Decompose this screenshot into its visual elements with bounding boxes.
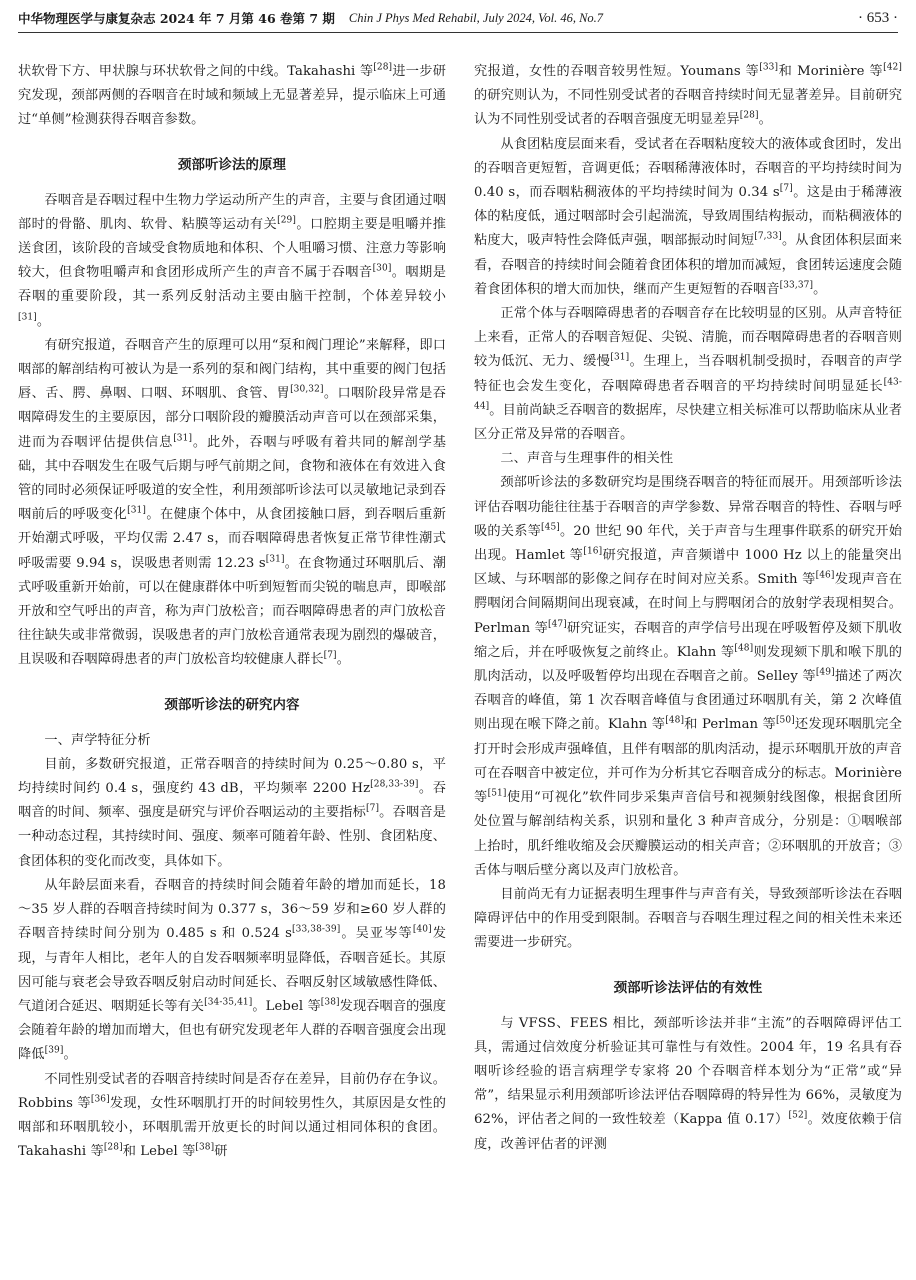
paragraph: 从食团粘度层面来看，受试者在吞咽粘度较大的液体或食团时，发出的吞咽音更短暂，音调更低；吞咽稀薄液体时，吞咽音的平均持续时间为 0.40 s，而吞咽粘稠液体的平均持续时间为 0.34 s[7]。这是由于稀薄液体的粘度低，通过咽部时会引起湍流，导致周围结构振动，而粘稠液体的粘度大，吸声特性会降低声强，咽部振动时间短[7,33]。从食团体积层面来看，吞咽音的持续时间会随着食团体积的增加而减短，食团转运速度会随着食团体积的增大而加快，继而产生更短暂的吞咽音[33,37]。	[474, 136, 902, 297]
paragraph: 有研究报道，吞咽音产生的原理可以用“泵和阀门理论”来解释，即口咽部的解剖结构可被认为是一系列的泵和阀门结构，其中重要的阀门包括唇、舌、腭、鼻咽、口咽、环咽肌、食管、胃[30,32]。口咽阶段异常是吞咽障碍发生的主要原因，部分口咽阶段的瓣膜活动声音可以在颈部采集，进而为吞咽评估提供信息[31]。此外，吞咽与呼吸有着共同的解剖学基础，其中吞咽发生在吸气后期与呼气前期之间，食物和液体在有效进入食管的同时必须保证呼吸道的安全性，利用颈部听诊法可以灵敏地记录到吞咽前后的呼吸变化[31]。在健康个体中，从食团接触口唇，到吞咽后重新开始潮式呼吸，平均仅需 2.47 s，而吞咽障碍患者恢复正常节律性潮式呼吸需要 9.94 s，误吸患者则需 12.23 s[31]。在食物通过环咽肌后、潮式呼吸重新开始前，可以在健康群体中听到短暂而尖锐的喘息声，即喉部开放和空气呼出的声音，称为声门放松音；而吞咽障碍患者的声门放松音往往缺失或非常微弱，误吸患者的声门放松音通常表现为剧烈的爆破音，且误吸和吞咽障碍患者的声门放松音均较健康人群长[7]。	[18, 337, 446, 668]
running-header	[18, 4, 898, 33]
citation-ref: [42]	[883, 62, 902, 73]
citation-ref: [40]	[412, 924, 432, 935]
journal-title-en: Chin J Phys Med Rehabil, July 2024, Vol. 46, No.7	[348, 10, 604, 25]
citation-ref: [31]	[18, 312, 37, 323]
citation-ref: [46]	[815, 570, 835, 581]
citation-ref: [30]	[372, 263, 392, 274]
citation-ref: [33,38-39]	[292, 924, 341, 935]
citation-ref: [49]	[815, 667, 835, 678]
citation-ref: [31]	[127, 505, 146, 516]
citation-ref: [7]	[779, 183, 793, 194]
citation-ref: [48]	[665, 716, 685, 727]
right-column	[474, 60, 902, 1272]
paragraph-continued: 究报道，女性的吞咽音较男性短。Youmans 等[33]和 Morinière 等[42]的研究则认为，不同性别受试者的吞咽音持续时间无显著差异。目前研究认为不同性别受试者的吞咽音强度无明显差异[28]。	[474, 62, 902, 128]
citation-ref: [31]	[265, 554, 285, 565]
paragraph: 从年龄层面来看，吞咽音的持续时间会随着年龄的增加而延长，18～35 岁人群的吞咽音持续时间为 0.377 s，36～59 岁和≥60 岁人群的吞咽音持续时间分别为 0.485 s 和 0.524 s[33,38-39]。吴亚岑等[40]发现，与青年人相比，老年人的自发吞咽频率明显降低，吞咽音延长。其原因可能与衰老会导致吞咽反射启动时间延长、吞咽反射区域敏感性降低、气道闭合延迟、咽期延长等有关[34-35,41]。Lebel 等[38]发现吞咽音的强度会随着年龄的增加而增大，但也有研究发现老年人群的吞咽音强度会出现降低[39]。	[18, 877, 446, 1063]
citation-ref: [51]	[487, 788, 507, 799]
paragraph-continued: 状软骨下方、甲状腺与环状软骨之间的中线。Takahashi 等[28]进一步研究发现，颈部两侧的吞咽音在时域和频域上无显著差异，提示临床上可通过“单侧”检测获得吞咽音参数。	[18, 62, 446, 128]
citation-ref: [7,33]	[754, 232, 782, 243]
citation-ref: [31]	[173, 433, 193, 444]
paragraph: 正常个体与吞咽障碍患者的吞咽音存在比较明显的区别。从声音特征上来看，正常人的吞咽音短促、尖锐、清脆，而吞咽障碍患者的吞咽音则较为低沉、无力、缓慢[31]。生理上，当吞咽机制受损时，吞咽音的声学特征也会发生变化，吞咽障碍患者吞咽音的平均持续时间明显延长[43-44]。目前尚缺乏吞咽音的数据库，尽快建立相关标准可以帮助临床从业者区分正常及异常的吞咽音。	[474, 306, 902, 443]
citation-ref: [48]	[734, 643, 754, 654]
citation-ref: [33,37]	[779, 280, 814, 291]
subsection-heading-physiology: 二、声音与生理事件的相关性	[500, 451, 674, 467]
citation-ref: [28]	[373, 62, 393, 73]
citation-ref: [31]	[610, 353, 630, 364]
citation-ref: [38]	[195, 1142, 215, 1153]
citation-ref: [28]	[103, 1142, 123, 1153]
left-column	[18, 60, 446, 1272]
journal-title-cn: 中华物理医学与康复杂志 2024 年 7 月第 46 卷第 7 期	[18, 11, 335, 26]
page-number: · 653 ·	[858, 9, 898, 26]
paragraph: 目前尚无有力证据表明生理事件与声音有关，导致颈部听诊法在吞咽障碍评估中的作用受到限制。吞咽音与吞咽生理过程之间的相关性未来还需要进一步研究。	[474, 886, 902, 951]
citation-ref: [7]	[323, 651, 337, 662]
citation-ref: [16]	[583, 546, 603, 557]
paragraph: 不同性别受试者的吞咽音持续时间是否存在差异，目前仍存在争议。Robbins 等[36]发现，女性环咽肌打开的时间较男性久，其原因是女性的咽部和环咽肌较小，环咽肌需开放更长的时间以通过相同体积的食团。Takahashi 等[28]和 Lebel 等[38]研	[18, 1071, 446, 1160]
paragraph: 颈部听诊法的多数研究均是围绕吞咽音的特征而展开。用颈部听诊法评估吞咽功能往往基于吞咽音的声学参数、异常吞咽音的特性、吞咽与呼吸的关系等[45]。20 世纪 90 年代，关于声音与生理事件联系的研究开始出现。Hamlet 等[16]研究报道，声音频谱中 1000 Hz 以上的能量突出区域、与环咽部的影像之间存在时间对应关系。Smith 等[46]发现声音在腭咽闭合间隔期间出现衰减，在时间上与腭咽闭合的放射学表现相契合。Perlman 等[47]研究证实，吞咽音的声学信号出现在呼吸暂停及颏下肌收缩之后，并在呼吸恢复之前终止。Klahn 等[48]则发现颏下肌和喉下肌的肌肉活动，以及呼吸暂停均出现在吞咽音之前。Selley 等[49]描述了两次吞咽音的峰值，第 1 次吞咽音峰值与食团通过环咽肌有关，第 2 次峰值则出现在喉下降之前。Klahn 等[48]和 Perlman 等[50]还发现环咽肌完全打开时会形成声强峰值，且伴有咽部的肌肉活动，提示环咽肌开放的声音可在吞咽音中被定位，并可作为分析其它吞咽音成分的标志。Morinière 等[51]使用“可视化”软件同步采集声音信号和视频射线图像，根据食团所处位置与解剖结构关系，识别和量化 3 种声音成分，分别是：①咽喉部上抬时，肌纤维收缩及会厌瓣膜运动的相关声音；②环咽肌的开放音；③舌体与咽后壁分离以及声门放松音。	[474, 475, 902, 878]
citation-ref: [52]	[788, 1110, 808, 1121]
citation-ref: [43-44]	[474, 377, 902, 412]
section-heading-principle: 颈部听诊法的原理	[178, 156, 286, 173]
citation-ref: [29]	[277, 215, 296, 226]
section-heading-validity: 颈部听诊法评估的有效性	[613, 979, 763, 996]
citation-ref: [38]	[320, 997, 340, 1008]
section-heading-research-content: 颈部听诊法的研究内容	[164, 696, 300, 713]
citation-ref: [7]	[366, 803, 380, 814]
subsection-heading-acoustic: 一、声学特征分析	[44, 732, 151, 748]
paragraph: 目前，多数研究报道，正常吞咽音的持续时间为 0.25～0.80 s，平均持续时间约 0.4 s，强度约 43 dB，平均频率 2200 Hz[28,33-39]。吞咽音的时间、频率、强度是研究与评价吞咽运动的主要指标[7]。吞咽音是一种动态过程，其持续时间、强度、频率可随着年龄、性别、食团粘度、食团体积的变化而改变，具体如下。	[18, 756, 446, 869]
citation-ref: [34-35,41]	[204, 997, 253, 1008]
citation-ref: [47]	[547, 619, 567, 630]
citation-ref: [50]	[775, 716, 795, 727]
citation-ref: [28,33-39]	[370, 779, 419, 790]
citation-ref: [33]	[759, 62, 779, 73]
citation-ref: [36]	[90, 1094, 110, 1105]
paragraph: 与 VFSS、FEES 相比，颈部听诊法并非“主流”的吞咽障碍评估工具，需通过信效度分析验证其可靠性与有效性。2004 年，19 名具有吞咽听诊经验的语言病理学专家将 20 个吞咽音样本划分为“正常”或“异常”，结果显示利用颈部听诊法评估吞咽障碍的特异性为 66%，灵敏度为 62%，评估者之间的一致性较差（Kappa 值 0.17）[52]。效度依赖于信度，改善评估者的评测	[474, 1015, 902, 1152]
paragraph: 吞咽音是吞咽过程中生物力学运动所产生的声音，主要与食团通过咽部时的骨骼、肌肉、软骨、粘膜等运动有关[29]。口腔期主要是咀嚼并推送食团，该阶段的音域受食物质地和体积、个人咀嚼习惯、注意力等影响较大，但食物咀嚼声和食团形成所产生的声音不属于吞咽音[30]。咽期是吞咽的重要阶段，其一系列反射活动主要由脑干控制，个体差异较小[31]。	[18, 192, 446, 329]
citation-ref: [28]	[739, 111, 759, 122]
citation-ref: [45]	[541, 522, 560, 533]
citation-ref: [30,32]	[290, 384, 324, 395]
citation-ref: [39]	[44, 1045, 64, 1056]
